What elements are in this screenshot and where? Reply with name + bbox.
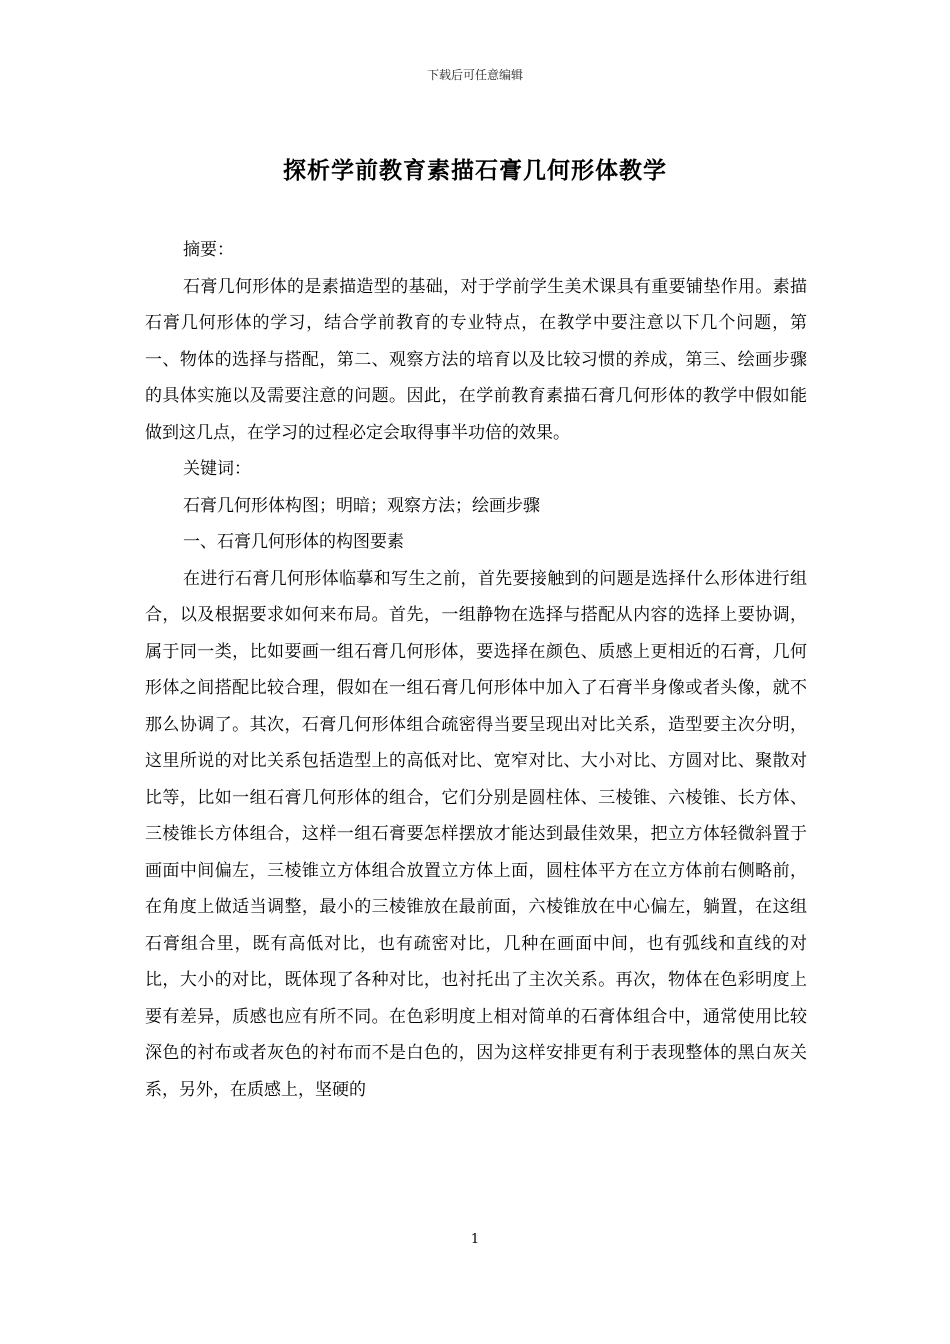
- section-heading: 一、石膏几何形体的构图要素: [183, 532, 404, 552]
- abstract-heading: 摘要：: [183, 240, 234, 260]
- abstract-paragraph: 石膏几何形体的是素描造型的基础，对于学前学生美术课具有重要铺垫作用。素描石膏几何形体的学习，结合学前教育的专业特点，在教学中要注意以下几个问题，第一、物体的选择与搭配，第二、观察方法的培育以及比较习惯的养成，第三、绘画步骤的具体实施以及需要注意的问题。因此，在学前教育素描石膏几何形体的教学中假如能做到这几点，在学习的过程必定会取得事半功倍的效果。: [145, 276, 807, 443]
- page-number: 1: [470, 1232, 480, 1247]
- document-title: 探析学前教育素描石膏几何形体教学: [283, 157, 667, 184]
- header-note: 下载后可任意编辑: [426, 68, 523, 82]
- body-paragraph: 在进行石膏几何形体临摹和写生之前，首先要接触到的问题是选择什么形体进行组合，以及根据要求如何来布局。首先，一组静物在选择与搭配从内容的选择上要协调，属于同一类，比如要画一组石膏几何形体，要选择在颜色、质感上更相近的石膏，几何形体之间搭配比较合理，假如在一组石膏几何形体中加入了石膏半身像或者头像，就不那么协调了。其次，石膏几何形体组合疏密得当要呈现出对比关系，造型要主次分明，这里所说的对比关系包括造型上的高低对比、宽窄对比、大小对比、方圆对比、聚散对比等，比如一组石膏几何形体的组合，它们分别是圆柱体、三棱锥、六棱锥、长方体、三棱锥长方体组合，这样一组石膏要怎样摆放才能达到最佳效果，把立方体轻微斜置于画面中间偏左，三棱锥立方体组合放置立方体上面，圆柱体平方在立方体前右侧略前，在角度上做适当调整，最小的三棱锥放在最前面，六棱锥放在中心偏左，躺置，在这组石膏组合里，既有高低对比，也有疏密对比，几种在画面中间，也有弧线和直线的对比，大小的对比，既体现了各种对比，也衬托出了主次关系。再次，物体在色彩明度上要有差异，质感也应有所不同。在色彩明度上相对简单的石膏体组合中，通常使用比较深色的衬布或者灰色的衬布而不是白色的，因为这样安排更有利于表现整体的黑白灰关系，另外，在质感上，坚硬的: [145, 568, 807, 1100]
- keywords-heading: 关键词：: [183, 459, 251, 479]
- keywords-list: 石膏几何形体构图；明暗；观察方法；绘画步骤: [183, 495, 540, 516]
- document-body: [145, 232, 807, 1108]
